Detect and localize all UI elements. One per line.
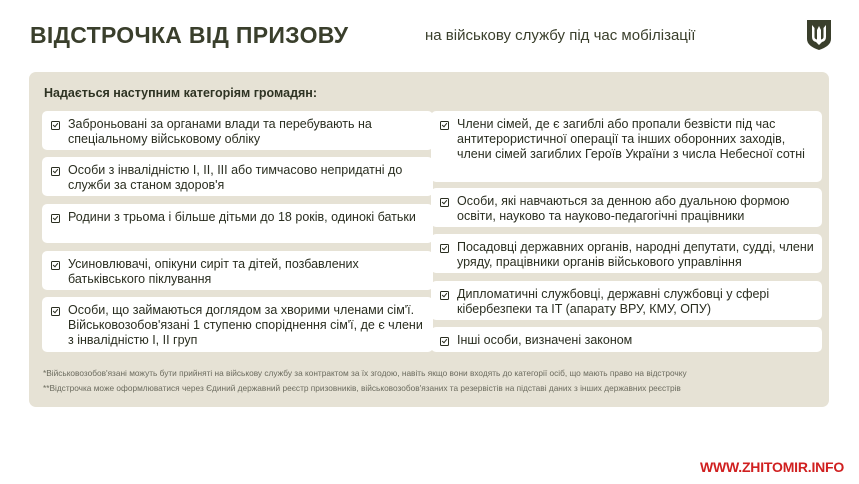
list-item-text: Заброньовані за органами влади та перебувають на спеціальному військовому обліку: [68, 117, 372, 146]
list-item: [431, 111, 822, 182]
list-item: [42, 204, 433, 243]
list-item-text: Члени сімей, де є загиблі або пропали безвісти під час антитерористичної операції та інших оборонних заходів, члени сімей загиблих Героїв України з числа Небесної сотні: [457, 117, 805, 161]
panel-intro: Надається наступним категоріям громадян:: [44, 86, 318, 100]
list-item-text: Особи з інвалідністю I, II, III або тимчасово непридатні до служби за станом здоров'я: [68, 163, 403, 192]
list-item: [431, 281, 822, 320]
list-item: [431, 188, 822, 227]
list-item: [42, 251, 433, 290]
checkbox-icon: [440, 198, 449, 207]
checkbox-icon: [440, 291, 449, 300]
list-item-text: Усиновлювачі, опікуни сиріт та дітей, позбавлених батьківського піклування: [68, 257, 359, 286]
list-item-text: Посадовці державних органів, народні депутати, судді, члени уряду, працівники органів військового управління: [457, 240, 814, 269]
footnotes: [43, 366, 823, 396]
page-title: ВІДСТРОЧКА ВІД ПРИЗОВУ: [30, 22, 349, 48]
page-subtitle: на військову службу під час мобілізації: [425, 27, 696, 44]
list-item-text: Особи, які навчаються за денною або дуальною формою освіти, науково та науково-педагогічні працівники: [457, 194, 790, 223]
checkbox-icon: [440, 121, 449, 130]
list-item: [431, 327, 822, 352]
list-item: [431, 234, 822, 273]
checkbox-icon: [51, 167, 60, 176]
list-item: [42, 157, 433, 196]
footnote: *Військовозобов'язані можуть бути прийняті на військову службу за контрактом за їх згодою, навіть якщо вони входять до категорії осіб, що мають право на відстрочку: [43, 368, 687, 378]
checkbox-icon: [51, 261, 60, 270]
watermark: WWW.ZHITOMIR.INFO: [700, 459, 845, 475]
checkbox-icon: [51, 121, 60, 130]
checkbox-icon: [440, 337, 449, 346]
footnote: **Відстрочка може оформлюватися через Єдиний державний реєстр призовників, військовозобов'язаних та резервістів на підставі даних з інших державних реєстрів: [43, 383, 681, 393]
checkbox-icon: [440, 244, 449, 253]
list-item: [42, 297, 433, 352]
list-item-text: Дипломатичні службовці, державні службовці у сфері кібербезпеки та IT (апарату ВРУ, КМУ, ОПУ): [457, 287, 770, 316]
trident-icon: [806, 19, 832, 51]
categories-panel: [29, 72, 829, 407]
list-item-text: Особи, що займаються доглядом за хворими членами сім'ї. Військовозобов'язані 1 ступеню споріднення сім'ї, де є члени з інвалідністю I, II груп: [68, 303, 423, 347]
list-item-text: Інші особи, визначені законом: [457, 333, 633, 347]
checkbox-icon: [51, 214, 60, 223]
list-item: [42, 111, 433, 150]
checkbox-icon: [51, 307, 60, 316]
list-item-text: Родини з трьома і більше дітьми до 18 років, одинокі батьки: [68, 210, 416, 224]
